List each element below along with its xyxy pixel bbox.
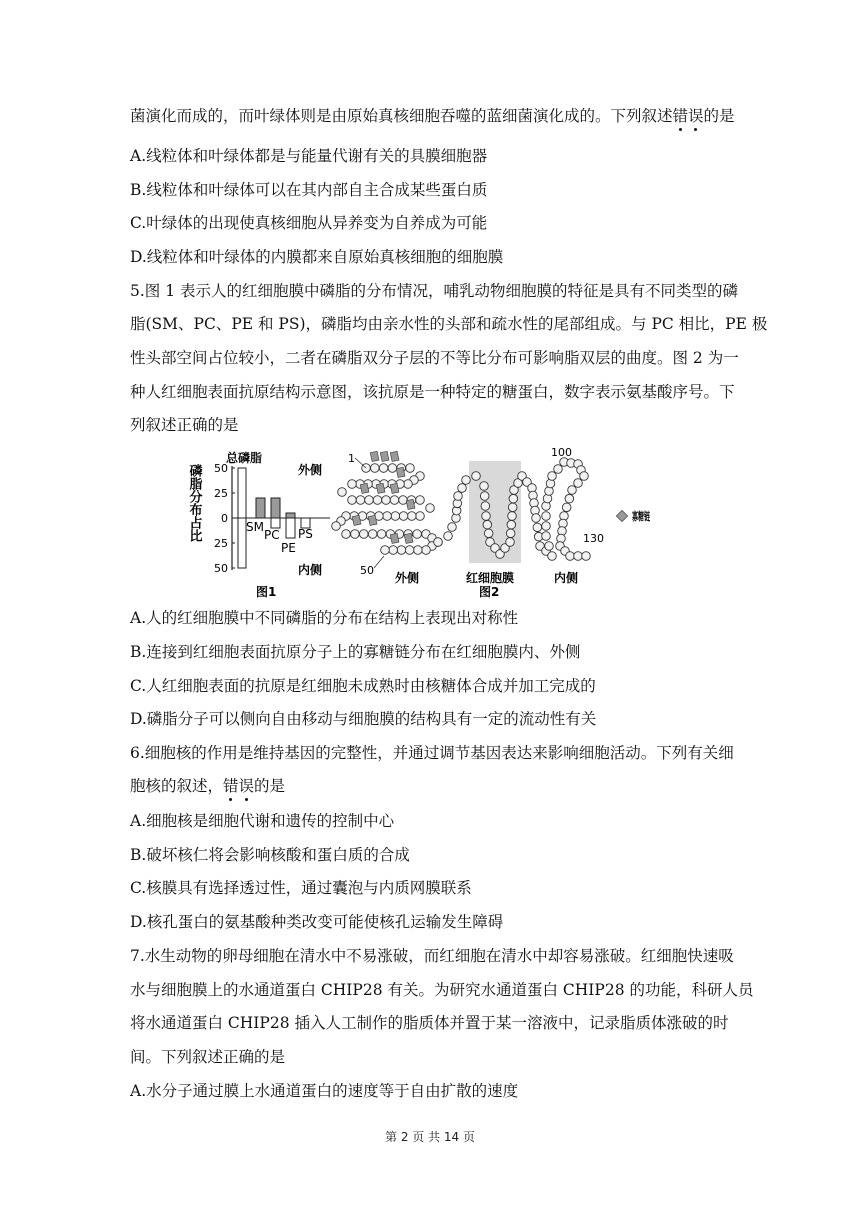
- protein-chain: [332, 458, 591, 561]
- q7-stem-line4: 间。下列叙述正确的是: [130, 1048, 286, 1066]
- amino-acid-bead: [565, 494, 574, 503]
- amino-acid-bead: [416, 496, 425, 505]
- amino-acid-bead: [405, 546, 414, 555]
- amino-acid-bead: [582, 552, 591, 561]
- q4-stem-tail: 菌演化而成的，而叶绿体则是由原始真核细胞吞噬的蓝细菌演化成的。下列叙述错误的是: [130, 107, 735, 125]
- fig1-ylabel: 磷脂分布占比: [186, 464, 202, 542]
- amino-acid-bead: [338, 488, 347, 497]
- q5-stem-line4: 种人红细胞表面抗原结构示意图，该抗原是一种特定的糖蛋白，数字表示氨基酸序号。下: [130, 383, 735, 401]
- q5-option-c: C.人红细胞表面的抗原是红细胞未成熟时由核糖体合成并加工完成的: [130, 677, 596, 695]
- amino-acid-bead: [434, 538, 443, 547]
- amino-acid-bead: [542, 532, 551, 541]
- amino-acid-bead: [562, 503, 571, 512]
- amino-acid-bead: [532, 514, 541, 523]
- membrane-figure: [180, 446, 665, 606]
- amino-acid-bead: [508, 503, 517, 512]
- q7-stem-line3: 将水通道蛋白 CHIP28 插入人工制作的脂质体并置于某一溶液中，记录脂质体涨破的时: [130, 1014, 729, 1032]
- q6-option-c: C.核膜具有选择透过性，通过囊泡与内质网膜联系: [130, 879, 472, 897]
- oligosaccharide-block: [404, 533, 413, 543]
- fig2-num-50-leader: [374, 556, 384, 568]
- q6-option-a: A.细胞核是细胞代谢和遗传的控制中心: [130, 812, 395, 830]
- q6-option-d: D.核孔蛋白的氨基酸种类改变可能使核孔运输发生障碍: [130, 913, 504, 931]
- fig1-total-label: 总磷脂: [226, 451, 263, 465]
- fig1-bar-inner: [286, 518, 295, 538]
- amino-acid-bead: [580, 472, 589, 481]
- amino-acid-bead: [365, 496, 374, 505]
- q5-option-d: D.磷脂分子可以侧向自由移动与细胞膜的结构具有一定的流动性有关: [130, 710, 597, 728]
- emphasis-char: 错: [223, 777, 239, 795]
- amino-acid-bead: [483, 520, 492, 529]
- oligosaccharide-block: [390, 483, 399, 493]
- fig2-outer-label: 外侧: [395, 571, 420, 585]
- amino-acid-bead: [480, 482, 489, 491]
- fig2-num-1: 1: [348, 452, 355, 465]
- amino-acid-bead: [332, 522, 341, 531]
- amino-acid-bead: [480, 492, 489, 501]
- amino-acid-bead: [351, 530, 360, 539]
- q5-stem-line1: 5.图 1 表示人的红细胞膜中磷脂的分布情况，哺乳动物细胞膜的特征是具有不同类型的磷: [130, 282, 739, 300]
- amino-acid-bead: [342, 530, 351, 539]
- fig1-tick-label: 25: [214, 537, 228, 550]
- fig2-num-1-leader: [355, 458, 366, 468]
- amino-acid-bead: [574, 552, 583, 561]
- amino-acid-bead: [426, 504, 435, 513]
- q4-option-a: A.线粒体和叶绿体都是与能量代谢有关的具膜细胞器: [130, 147, 488, 165]
- oligosaccharide-block: [406, 499, 415, 509]
- q5-stem-line5: 列叙述正确的是: [130, 416, 239, 434]
- amino-acid-bead: [356, 496, 365, 505]
- fig1-tick-label: 50: [214, 462, 228, 475]
- amino-acid-bead: [407, 512, 416, 521]
- q5-stem-line2: 脂(SM、PC、PE 和 PS)，磷脂均由亲水性的头部和疏水性的尾部组成。与 PC 相比，PE 极: [130, 315, 768, 333]
- q4-option-b: B.线粒体和叶绿体可以在其内部自主合成某些蛋白质: [130, 181, 488, 199]
- amino-acid-bead: [383, 512, 392, 521]
- oligosaccharide-block: [390, 451, 399, 461]
- fig2-num-130: 130: [583, 532, 604, 545]
- fig1-bar-outer: [271, 498, 280, 518]
- amino-acid-bead: [399, 496, 408, 505]
- fig1-label-pe: PE: [281, 541, 296, 555]
- amino-acid-bead: [444, 532, 453, 541]
- q6-stem-line1: 6.细胞核的作用是维持基因的完整性，并通过调节基因表达来影响细胞活动。下列有关细: [130, 744, 734, 762]
- emphasis-char: 错: [672, 107, 689, 125]
- amino-acid-bead: [545, 542, 554, 551]
- q7-stem-line1: 7.水生动物的卵母细胞在清水中不易涨破，而红细胞在清水中却容易涨破。红细胞快速吸: [130, 947, 734, 965]
- amino-acid-bead: [399, 512, 408, 521]
- q6-option-b: B.破坏核仁将会影响核酸和蛋白质的合成: [130, 846, 410, 864]
- q4-option-d: D.线粒体和叶绿体的内膜都来自原始真核细胞的细胞膜: [130, 248, 504, 266]
- fig1-label-pc: PC: [264, 528, 280, 542]
- amino-acid-bead: [371, 464, 380, 473]
- amino-acid-bead: [373, 496, 382, 505]
- fig1-bar-outer: [286, 513, 295, 518]
- amino-acid-bead: [422, 546, 431, 555]
- amino-acid-bead: [554, 465, 563, 474]
- amino-acid-bead: [574, 479, 583, 488]
- amino-acid-bead: [458, 484, 467, 493]
- amino-acid-bead: [406, 464, 415, 473]
- oligosaccharide-block: [370, 451, 379, 461]
- emphasis-char: 误: [238, 777, 255, 795]
- amino-acid-bead: [481, 502, 490, 511]
- fig1-bar-inner: [271, 518, 280, 528]
- amino-acid-bead: [389, 546, 398, 555]
- amino-acid-bead: [359, 530, 368, 539]
- amino-acid-bead: [462, 476, 471, 485]
- amino-acid-bead: [348, 496, 357, 505]
- amino-acid-bead: [379, 464, 388, 473]
- amino-acid-bead: [508, 512, 517, 521]
- amino-acid-bead: [542, 522, 551, 531]
- amino-acid-bead: [388, 464, 397, 473]
- fig1-bar-outer: [238, 468, 246, 518]
- fig1-inner-label: 内侧: [298, 563, 323, 577]
- amino-acid-bead: [568, 486, 577, 495]
- amino-acid-bead: [390, 496, 399, 505]
- amino-acid-bead: [377, 530, 386, 539]
- amino-acid-bead: [566, 552, 575, 561]
- amino-acid-bead: [548, 472, 557, 481]
- legend-label: 寡糖链: [632, 510, 665, 523]
- figure-svg: [180, 446, 665, 602]
- fig1-outer-label: 外侧: [298, 463, 323, 477]
- amino-acid-bead: [413, 530, 422, 539]
- amino-acid-bead: [507, 520, 516, 529]
- oligosaccharide-block: [368, 515, 377, 525]
- q6-stem-line2: 胞核的叙述，错误的是: [130, 777, 286, 795]
- oligosaccharide-block: [380, 451, 389, 461]
- fig1-bar-inner: [238, 518, 246, 568]
- amino-acid-bead: [348, 480, 357, 489]
- amino-acid-bead: [368, 530, 377, 539]
- fig1-tick-label: 50: [214, 562, 228, 575]
- amino-acid-bead: [416, 512, 425, 521]
- amino-acid-bead: [448, 523, 457, 532]
- amino-acid-bead: [509, 494, 518, 503]
- amino-acid-bead: [542, 512, 551, 521]
- oligosaccharide-block: [360, 483, 369, 493]
- figure1: [187, 450, 331, 599]
- oligosaccharide-block: [376, 483, 385, 493]
- amino-acid-bead: [484, 529, 493, 538]
- amino-acid-bead: [454, 492, 463, 501]
- page-footer: 第 2 页 共 14 页: [385, 1130, 475, 1144]
- amino-acid-bead: [381, 546, 390, 555]
- amino-acid-bead: [482, 512, 491, 521]
- fig2-caption: 图2: [479, 585, 500, 599]
- amino-acid-bead: [506, 529, 515, 538]
- amino-acid-bead: [391, 512, 400, 521]
- q5-option-b: B.连接到红细胞表面抗原分子上的寡糖链分布在红细胞膜内、外侧: [130, 643, 581, 661]
- legend-diamond-icon: [616, 510, 627, 521]
- amino-acid-bead: [506, 538, 515, 547]
- fig1-bar-outer: [256, 498, 265, 518]
- fig1-label-sm: SM: [246, 520, 264, 534]
- emphasis-char: 误: [688, 107, 704, 125]
- amino-acid-bead: [414, 546, 423, 555]
- amino-acid-bead: [397, 546, 406, 555]
- fig2-inner-label: 内侧: [554, 571, 579, 585]
- fig1-tick-label: 0: [221, 512, 228, 525]
- oligosaccharide-block: [390, 533, 399, 543]
- amino-acid-bead: [382, 496, 391, 505]
- q5-stem-line3: 性头部空间占位较小，二者在磷脂双分子层的不等比分布可影响脂双层的曲度。图 2 为一: [130, 349, 739, 367]
- fig1-tick-label: 25: [214, 487, 228, 500]
- fig1-label-ps: PS: [298, 527, 313, 541]
- q7-option-a: A.水分子通过膜上水通道蛋白的速度等于自由扩散的速度: [130, 1082, 519, 1100]
- amino-acid-bead: [548, 552, 557, 561]
- amino-acid-bead: [533, 523, 542, 532]
- fig2-membrane-label: 红细胞膜: [466, 571, 515, 585]
- fig2-num-100: 100: [551, 446, 572, 459]
- oligosaccharide-block: [396, 467, 405, 477]
- fig1-caption: 图1: [256, 585, 277, 599]
- amino-acid-bead: [404, 480, 413, 489]
- oligosaccharide-block: [352, 515, 361, 525]
- fig2-num-50: 50: [360, 564, 374, 577]
- q4-option-c: C.叶绿体的出现使真核细胞从异养变为自养成为可能: [130, 214, 488, 232]
- q7-stem-line2: 水与细胞膜上的水通道蛋白 CHIP28 有关。为研究水通道蛋白 CHIP28 的功能，科研人员: [130, 981, 754, 999]
- amino-acid-bead: [472, 472, 481, 481]
- figure2: [332, 446, 665, 599]
- q5-option-a: A.人的红细胞膜中不同磷脂的分布在结构上表现出对称性: [130, 609, 519, 627]
